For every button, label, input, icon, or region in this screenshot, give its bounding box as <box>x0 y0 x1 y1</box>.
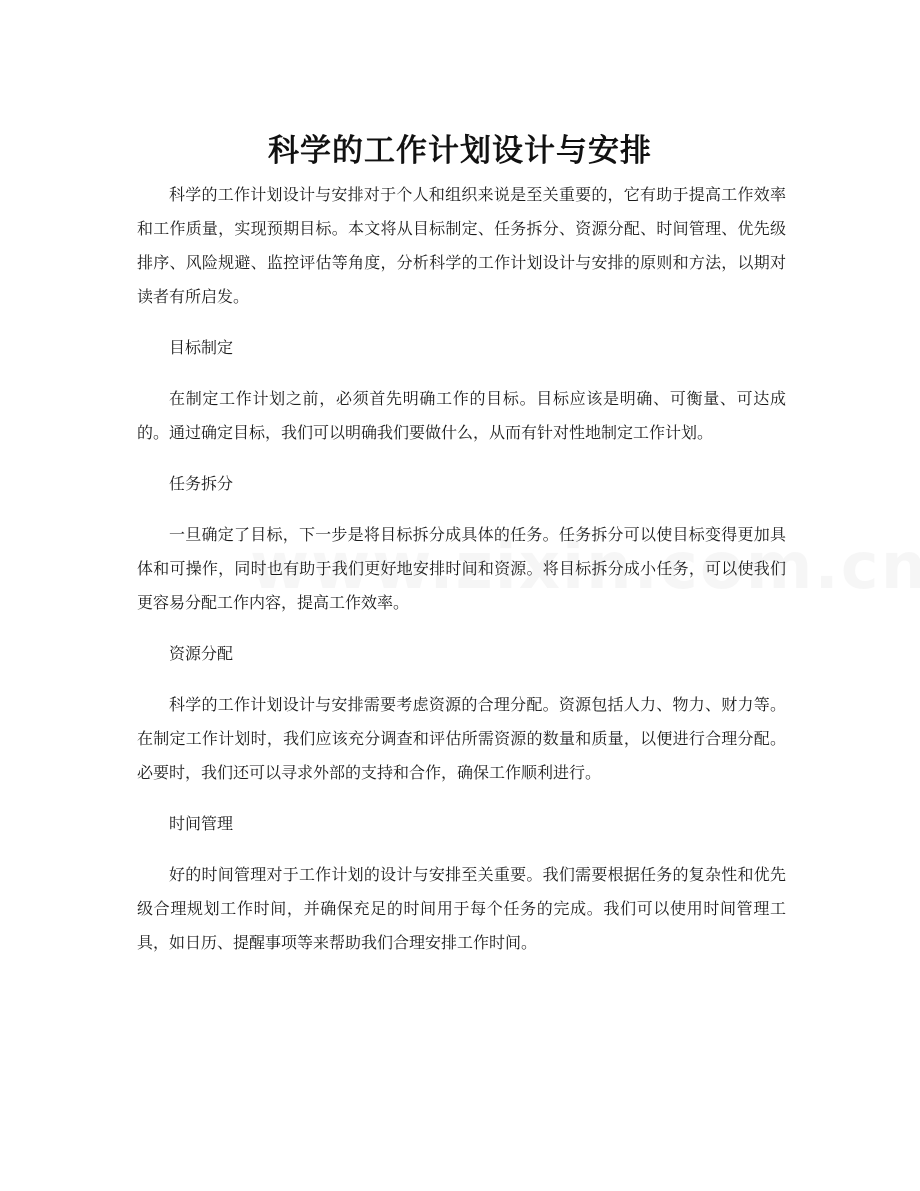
section-heading-resource: 资源分配 <box>169 644 234 663</box>
section-body-goal: 在制定工作计划之前，必须首先明确工作的目标。目标应该是明确、可衡量、可达成的。通过确定目标，我们可以明确我们要做什么，从而有针对性地制定工作计划。 <box>137 389 786 442</box>
section-body-task: 一旦确定了目标，下一步是将目标拆分成具体的任务。任务拆分可以使目标变得更加具体和可操作，同时也有助于我们更好地安排时间和资源。将目标拆分成小任务，可以使我们更容易分配工作内容，提高工作效率。 <box>137 525 786 612</box>
document-body <box>137 178 786 977</box>
section-heading-task: 任务拆分 <box>169 474 234 493</box>
section-heading-goal: 目标制定 <box>169 338 234 357</box>
document-title: 科学的工作计划设计与安排 <box>268 132 652 169</box>
section-heading-time: 时间管理 <box>169 814 234 833</box>
section-body-resource: 科学的工作计划设计与安排需要考虑资源的合理分配。资源包括人力、物力、财力等。在制定工作计划时，我们应该充分调查和评估所需资源的数量和质量，以便进行合理分配。必要时，我们还可以寻求外部的支持和合作，确保工作顺利进行。 <box>137 695 786 782</box>
intro-paragraph: 科学的工作计划设计与安排对于个人和组织来说是至关重要的，它有助于提高工作效率和工作质量，实现预期目标。本文将从目标制定、任务拆分、资源分配、时间管理、优先级排序、风险规避、监控评估等角度，分析科学的工作计划设计与安排的原则和方法，以期对读者有所启发。 <box>137 185 786 306</box>
section-body-time: 好的时间管理对于工作计划的设计与安排至关重要。我们需要根据任务的复杂性和优先级合理规划工作时间，并确保充足的时间用于每个任务的完成。我们可以使用时间管理工具，如日历、提醒事项等来帮助我们合理安排工作时间。 <box>137 865 786 952</box>
